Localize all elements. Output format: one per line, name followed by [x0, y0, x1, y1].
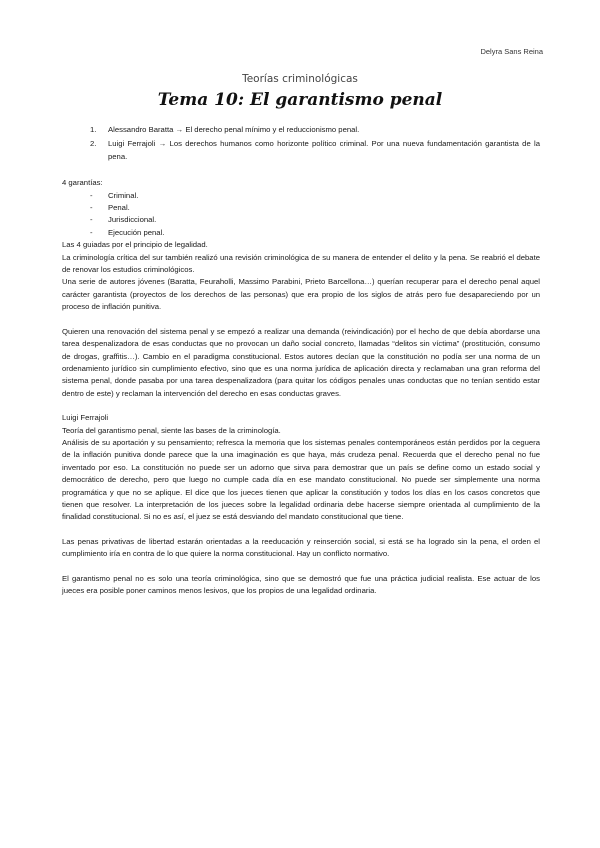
- subject-heading: Teorías criminológicas: [242, 73, 358, 85]
- list-item-text: Luigi Ferrajoli → Los derechos humanos como horizonte político criminal. Por una nueva fundamentación garantista de la pena.: [108, 139, 540, 161]
- paragraph: Las penas privativas de libertad estarán orientadas a la reeducación y reinserción social, si está se ha logrado sin la pena, el orden el cumplimiento iría en contra de lo que quiere la norma constitucional. Hay un conflicto normativo.: [62, 536, 540, 559]
- list-number: 2.: [90, 139, 97, 149]
- list-item: - Penal.: [62, 202, 540, 214]
- list-item-text: Alessandro Baratta → El derecho penal mínimo y el reduccionismo penal.: [108, 125, 360, 134]
- list-number: 1.: [90, 125, 97, 134]
- list-item: [62, 138, 540, 163]
- document-body: [62, 124, 540, 597]
- page-title: Tema 10: El garantismo penal: [157, 90, 443, 110]
- paragraph: Teoría del garantismo penal, siente las bases de la criminología.: [62, 425, 281, 435]
- paragraph: Las 4 guiadas por el principio de legalidad.: [62, 240, 208, 250]
- authors-list: [62, 124, 540, 163]
- guarantees-list: [62, 190, 540, 240]
- paragraph: El garantismo penal no es solo una teoría criminológica, sino que se demostró que fue una práctica judicial realista. Ese actuar de los jueces era posible poner caminos menos lesivos, que los propios de una legalidad ordinaria.: [62, 573, 540, 595]
- paragraph: La criminología crítica del sur también realizó una revisión criminológica de su manera de entender el delito y la pena. Se reabrió el debate de renovar los estudios criminológicos.: [62, 252, 540, 275]
- list-item: - Criminal.: [62, 190, 540, 202]
- paragraph: Análisis de su aportación y su pensamiento; refresca la memoria que los sistemas penales contemporáneos están perdidos por la ceguera de la inflación punitiva donde parece que la una imaginación es que haya, más crudeza penal. Recuerda que el derecho penal no fue inventado por eso. La constitución no puede ser un adorno que sirva para demostrar que un país se define como un estado social y democrático de derecho, pero que luego no cumple cada día en ese mandato constitucional. No puede ser simplemente una norma programática y que no se aplique. El dice que los jueces tienen que aplicar la constitución y todos los días en los casos concretos que tienen que resolver. La interpretación de los jueces sobre la legalidad ordinaria debe hacerse siempre orientada al cumplimiento de la finalidad constitucional. Si no es así, el juez se está desviando del mandato constitucional que tiene.: [62, 437, 540, 522]
- author-name: Delyra Sans Reina: [480, 47, 543, 56]
- section-heading: Luigi Ferrajoli: [62, 413, 109, 423]
- list-item: - Jurisdiccional.: [62, 214, 540, 226]
- list-item: - Ejecución penal.: [62, 227, 540, 239]
- list-item: [62, 124, 540, 136]
- paragraph: Quieren una renovación del sistema penal y se empezó a realizar una demanda (reivindicación) por el hecho de que debía abordarse una tarea despenalizadora de esas conductas que no provocan un daño social concreto, llamadas “delitos sin víctima” (prostitución, consumo de drogas, graffitis…). Cambio en el paradigma constitucional. Estos autores decían que la constitución no podía ser una norma de un ordenamiento jurídico sin cumplimiento efectivo, sino que es una norma jurídica de aplicación directa y reclamaban una gran reforma del sistema penal, donde pasaba por una tarea despenalizadora (para quitar los códigos penales unas conductas que no tenían sentido estar dentro de este) y reclaman la intervención del derecho en esas conductas graves.: [62, 326, 540, 398]
- guarantees-heading: 4 garantías:: [62, 178, 103, 188]
- paragraph: Una serie de autores jóvenes (Baratta, Feuraholli, Massimo Parabini, Prieto Barcellona…) querían recuperar para el derecho penal aquel carácter garantista (proyectos de los derechos de las personas) que era propio de los siglos de atrás pero fue desapareciendo por un proceso de inflación punitiva.: [62, 277, 540, 312]
